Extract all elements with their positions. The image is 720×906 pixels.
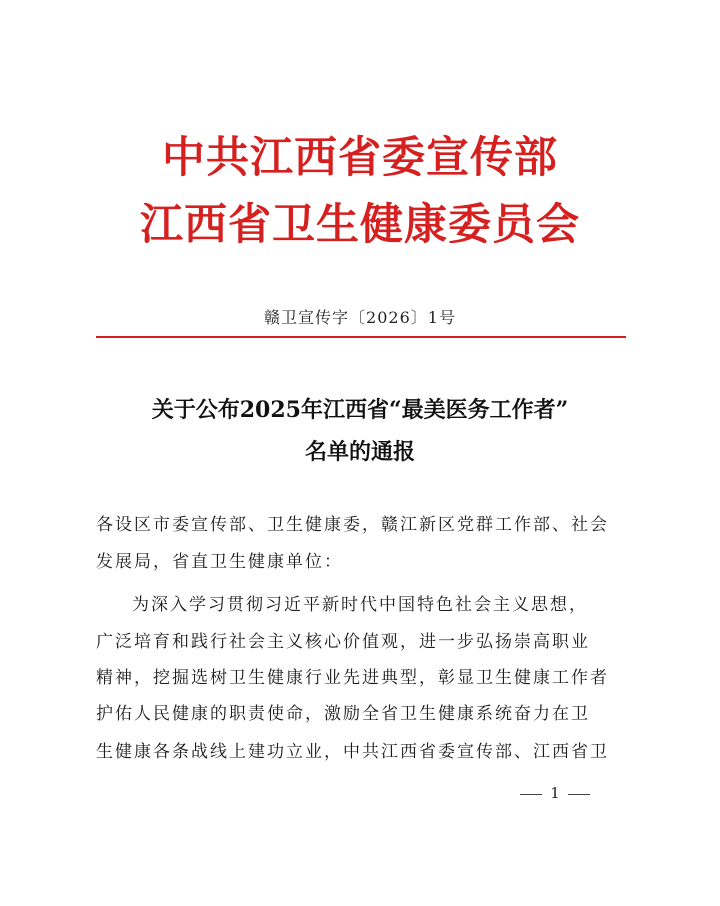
addressee-line-1: 各设区市委宣传部、卫生健康委，赣江新区党群工作部、社会 [96,515,609,535]
issuing-org-line-1: 中共江西省委宣传部 [162,133,558,183]
red-separator-line [96,336,626,338]
dash-right [568,794,590,795]
page-number-footer [500,784,610,802]
document-title-line-2: 名单的通报 [304,439,415,465]
document-number: 赣卫宣传字〔2026〕1号 [264,308,456,327]
paragraph-line-1: 为深入学习贯彻习近平新时代中国特色社会主义思想， [132,595,588,615]
paragraph-line-4: 护佑人民健康的职责使命，激励全省卫生健康系统奋力在卫 [96,704,590,724]
addressee-line-2: 发展局，省直卫生健康单位： [96,552,343,572]
paragraph-line-2: 广泛培育和践行社会主义核心价值观，进一步弘扬崇高职业 [96,632,590,652]
paragraph-line-3: 精神，挖掘选树卫生健康行业先进典型，彰显卫生健康工作者 [96,668,609,688]
issuing-org-line-2: 江西省卫生健康委员会 [140,200,580,250]
paragraph-line-5: 生健康各条战线上建功立业，中共江西省委宣传部、江西省卫 [96,742,609,762]
page-number: 1 [550,784,560,802]
document-title-line-1: 关于公布2025年江西省“最美医务工作者” [151,397,569,423]
dash-left [520,794,542,795]
